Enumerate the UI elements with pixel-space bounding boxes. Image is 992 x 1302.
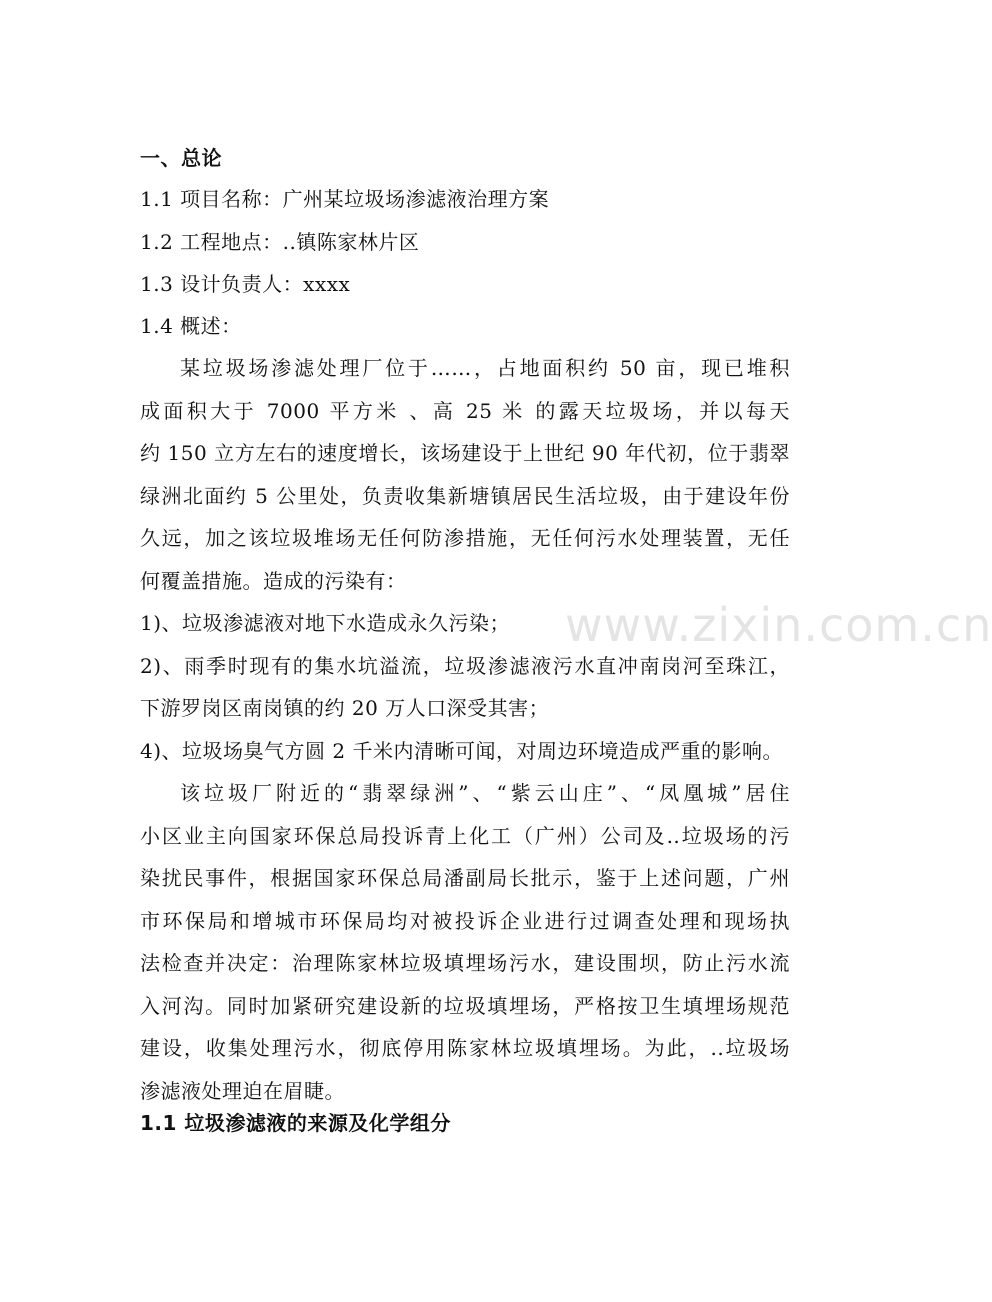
section-heading: 一、总论: [140, 146, 222, 170]
paragraph-line: 久远，加之该垃圾堆场无任何防渗措施，无任何污水处理装置，无任: [140, 526, 790, 550]
paragraph-line: 入河沟。同时加紧研究建设新的垃圾填埋场，严格按卫生填埋场规范: [140, 994, 790, 1018]
project-name: 1.1 项目名称：广州某垃圾场渗滤液治理方案: [140, 187, 550, 211]
overview-label: 1.4 概述：: [140, 314, 242, 338]
design-lead: 1.3 设计负责人：xxxx: [140, 272, 351, 296]
pollution-item: 4)、垃圾场臭气方圆 2 千米内清晰可闻，对周边环境造成严重的影响。: [140, 739, 783, 763]
watermark: www.zixin.com.cn: [565, 598, 992, 652]
paragraph-line: 染扰民事件，根据国家环保总局潘副局长批示，鉴于上述问题，广州: [140, 866, 790, 890]
pollution-item: 2)、雨季时现有的集水坑溢流，垃圾渗滤液污水直冲南岗河至珠江，: [140, 654, 790, 678]
paragraph-line: 何覆盖措施。造成的污染有：: [140, 569, 407, 593]
paragraph-line: 成面积大于 7000 平方米 、高 25 米 的露天垃圾场，并以每天: [140, 399, 790, 423]
paragraph-line: 渗滤液处理迫在眉睫。: [140, 1079, 345, 1103]
paragraph-line: 某垃圾场渗滤处理厂位于……，占地面积约 50 亩，现已堆积: [180, 356, 790, 380]
paragraph-line: 市环保局和增城市环保局均对被投诉企业进行过调查处理和现场执: [140, 909, 790, 933]
pollution-item: 1)、垃圾渗滤液对地下水造成永久污染；: [140, 611, 511, 635]
paragraph-line: 约 150 立方左右的速度增长，该场建设于上世纪 90 年代初，位于翡翠: [140, 441, 790, 465]
project-location: 1.2 工程地点：..镇陈家林片区: [140, 230, 420, 254]
paragraph-line: 法检查并决定：治理陈家林垃圾填埋场污水，建设围坝，防止污水流: [140, 951, 790, 975]
pollution-item: 下游罗岗区南岗镇的约 20 万人口深受其害；: [140, 696, 550, 720]
paragraph-line: 小区业主向国家环保总局投诉青上化工（广州）公司及..垃圾场的污: [140, 824, 790, 848]
paragraph-line: 该垃圾厂附近的“翡翠绿洲”、“紫云山庄”、“凤凰城”居住: [180, 781, 790, 805]
subsection-heading: 1.1 垃圾渗滤液的来源及化学组分: [140, 1111, 451, 1135]
paragraph-line: 建设，收集处理污水，彻底停用陈家林垃圾填埋场。为此，..垃圾场: [140, 1036, 790, 1060]
paragraph-line: 绿洲北面约 5 公里处，负责收集新塘镇居民生活垃圾，由于建设年份: [140, 484, 790, 508]
